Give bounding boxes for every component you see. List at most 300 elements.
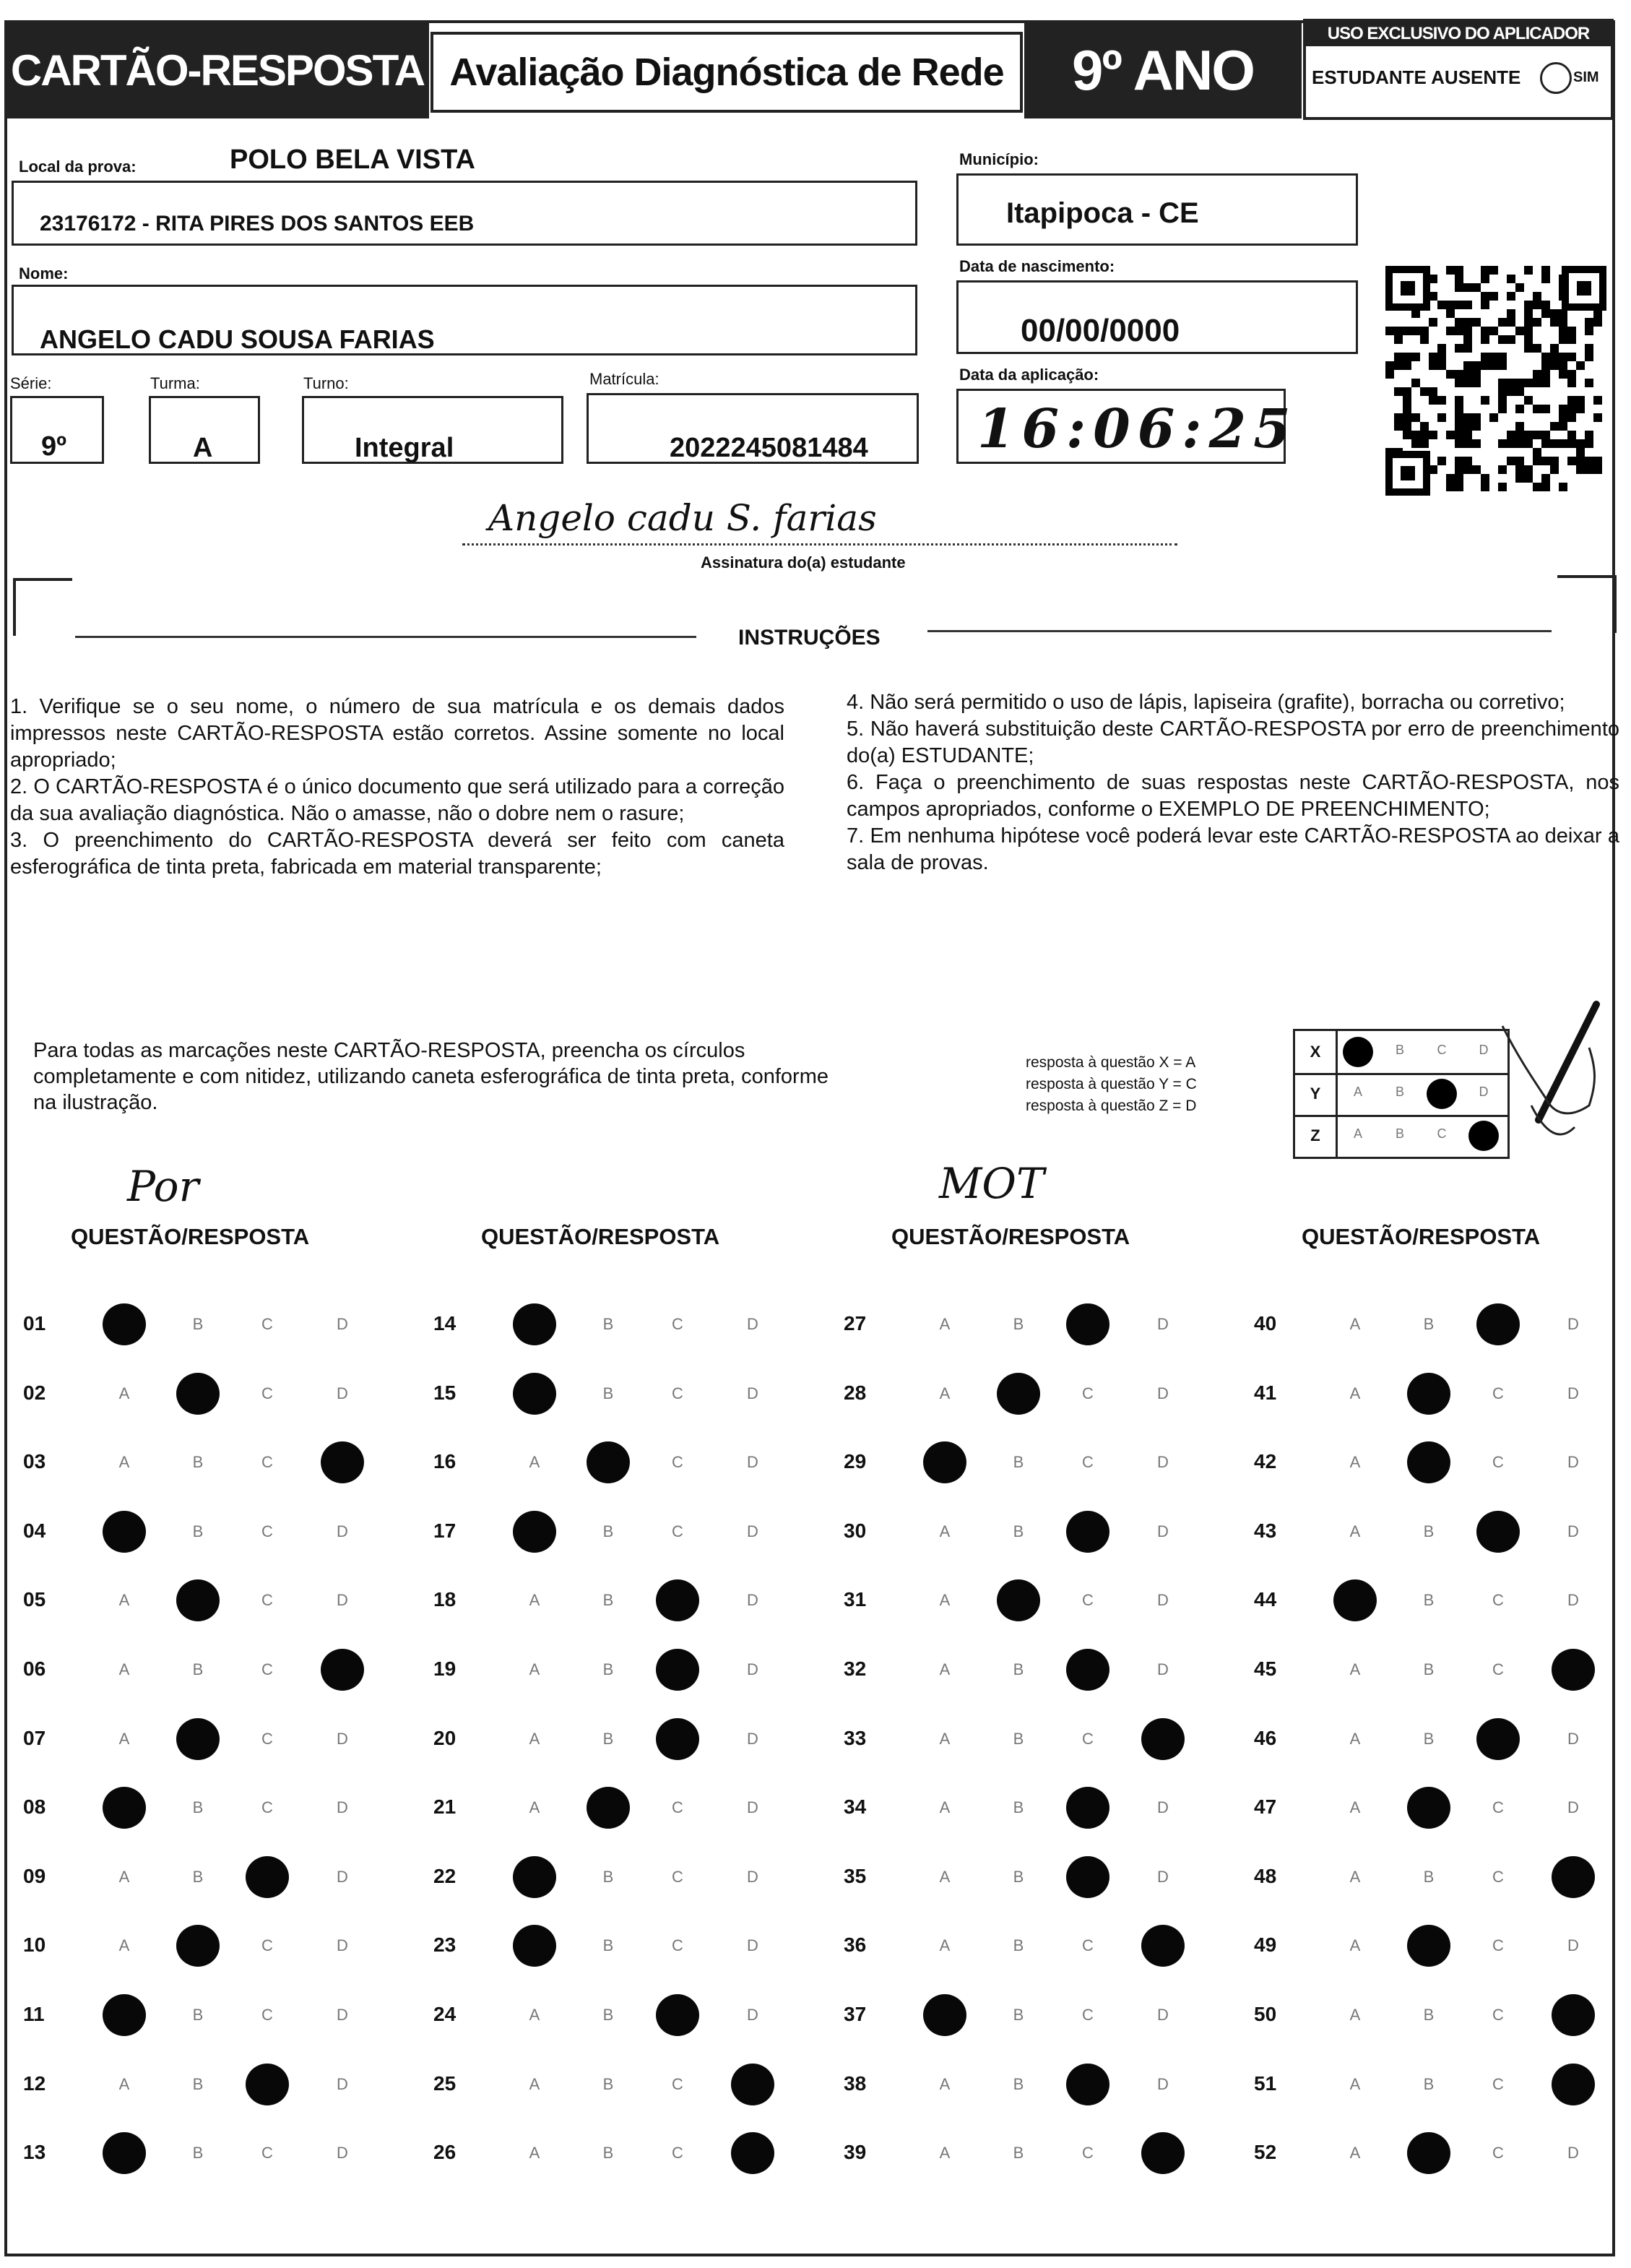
- answer-option[interactable]: C: [261, 1660, 273, 1678]
- uso-exclusivo-label: USO EXCLUSIVO DO APLICADOR: [1306, 22, 1611, 46]
- answer-bubble-filled[interactable]: [656, 1994, 699, 2036]
- answer-option[interactable]: A: [939, 1867, 951, 1886]
- example-option-letter: C: [1437, 1126, 1447, 1141]
- answer-bubble-filled[interactable]: [103, 1511, 146, 1553]
- answer-option[interactable]: C: [1082, 2006, 1094, 2024]
- answer-option[interactable]: D: [1157, 1591, 1169, 1610]
- answer-option[interactable]: B: [602, 1315, 614, 1333]
- answer-option[interactable]: B: [1013, 1936, 1024, 1955]
- answer-option[interactable]: A: [529, 2006, 540, 2024]
- answer-bubble-filled[interactable]: [176, 1373, 220, 1415]
- answer-option[interactable]: C: [261, 1936, 273, 1955]
- answer-bubble-filled[interactable]: [731, 2132, 774, 2174]
- answer-bubble-filled[interactable]: [513, 1856, 556, 1898]
- question-number: 44: [1254, 1588, 1277, 1611]
- answer-bubble-filled[interactable]: [1066, 1511, 1109, 1553]
- instr-rule-left: [75, 636, 696, 638]
- question-number: 46: [1254, 1726, 1277, 1749]
- serie-label: Série:: [10, 374, 52, 392]
- answer-option[interactable]: D: [337, 2006, 348, 2024]
- question-number: 10: [23, 1933, 46, 1957]
- answer-option[interactable]: C: [261, 1315, 273, 1333]
- sim-label: SIM: [1573, 69, 1599, 85]
- answer-option[interactable]: D: [1157, 1798, 1169, 1817]
- answer-option[interactable]: D: [747, 1798, 758, 1817]
- answer-bubble-filled[interactable]: [1141, 1925, 1185, 1967]
- aplicacao-label: Data da aplicação:: [959, 366, 1099, 384]
- question-number: 04: [23, 1519, 46, 1542]
- answer-bubble-filled[interactable]: [1476, 1303, 1520, 1345]
- answer-bubble-filled[interactable]: [731, 2064, 774, 2105]
- answer-option[interactable]: B: [1013, 1867, 1024, 1886]
- bracket-left: [13, 578, 16, 636]
- answer-option[interactable]: C: [1082, 1453, 1094, 1472]
- answer-option[interactable]: C: [672, 1315, 683, 1333]
- answer-option[interactable]: A: [118, 1729, 130, 1748]
- question-number: 18: [433, 1588, 457, 1611]
- answer-option[interactable]: D: [747, 1660, 758, 1678]
- answer-option[interactable]: B: [1423, 1591, 1435, 1610]
- answer-option[interactable]: B: [192, 2074, 204, 2093]
- example-row-label: Y: [1295, 1073, 1338, 1115]
- handwritten-note-right: MOT: [939, 1159, 1044, 1208]
- answer-bubble-filled[interactable]: [103, 1994, 146, 2036]
- answer-option[interactable]: B: [192, 1315, 204, 1333]
- answer-option[interactable]: B: [1013, 1660, 1024, 1678]
- answer-option[interactable]: D: [747, 1936, 758, 1955]
- answer-bubble-filled[interactable]: [176, 1925, 220, 1967]
- answer-bubble-filled[interactable]: [1066, 1787, 1109, 1829]
- answer-option[interactable]: D: [337, 1936, 348, 1955]
- grade-label: 9º ANO: [1024, 22, 1302, 118]
- answer-option[interactable]: C: [261, 1729, 273, 1748]
- answer-bubble-filled[interactable]: [656, 1649, 699, 1691]
- answer-option[interactable]: A: [529, 1591, 540, 1610]
- answer-option[interactable]: D: [337, 1384, 348, 1402]
- answer-option[interactable]: C: [672, 2074, 683, 2093]
- school-field: [12, 181, 917, 246]
- matricula-field: [587, 393, 919, 464]
- matricula-label: Matrícula:: [589, 370, 659, 388]
- answer-bubble-filled[interactable]: [1552, 1994, 1595, 2036]
- nascimento-value: 00/00/0000: [1021, 313, 1180, 348]
- bracket-left-top: [13, 578, 72, 581]
- answer-option[interactable]: D: [1157, 2074, 1169, 2093]
- example-option-letter: D: [1479, 1085, 1489, 1099]
- answer-option[interactable]: B: [192, 1798, 204, 1817]
- answer-bubble-filled[interactable]: [246, 1856, 289, 1898]
- answer-bubble-filled[interactable]: [1552, 1649, 1595, 1691]
- answer-option[interactable]: C: [672, 1384, 683, 1402]
- answer-option[interactable]: D: [1567, 1315, 1579, 1333]
- signature-line: [462, 543, 1177, 546]
- question-number: 36: [844, 1933, 867, 1957]
- question-number: 28: [844, 1381, 867, 1404]
- answer-option[interactable]: B: [1013, 1729, 1024, 1748]
- answer-option[interactable]: D: [1567, 1384, 1579, 1402]
- answer-option[interactable]: B: [602, 1522, 614, 1540]
- question-number: 38: [844, 2071, 867, 2095]
- question-number: 08: [23, 1795, 46, 1819]
- answer-option[interactable]: A: [118, 1660, 130, 1678]
- answer-option[interactable]: B: [602, 2144, 614, 2163]
- answer-option[interactable]: B: [1013, 2074, 1024, 2093]
- answer-bubble-filled[interactable]: [176, 1579, 220, 1621]
- answer-bubble-filled[interactable]: [1552, 2064, 1595, 2105]
- example-bubble-filled: [1343, 1037, 1373, 1067]
- answer-option[interactable]: C: [672, 1522, 683, 1540]
- answer-option[interactable]: D: [337, 1798, 348, 1817]
- answer-option[interactable]: A: [529, 1453, 540, 1472]
- answer-bubble-filled[interactable]: [587, 1441, 630, 1483]
- example-option-letter: A: [1353, 1126, 1362, 1141]
- answer-option[interactable]: B: [1423, 2006, 1435, 2024]
- example-legend: [1026, 1052, 1197, 1117]
- answer-option[interactable]: C: [672, 1453, 683, 1472]
- answer-option[interactable]: A: [529, 1660, 540, 1678]
- question-number: 21: [433, 1795, 457, 1819]
- answer-option[interactable]: A: [939, 1591, 951, 1610]
- answer-option[interactable]: D: [1157, 1867, 1169, 1886]
- question-number: 39: [844, 2141, 867, 2164]
- answer-option[interactable]: D: [1567, 1591, 1579, 1610]
- answer-option[interactable]: D: [747, 1453, 758, 1472]
- question-number: 31: [844, 1588, 867, 1611]
- answer-bubble-filled[interactable]: [1333, 1579, 1377, 1621]
- answer-option[interactable]: A: [939, 1522, 951, 1540]
- answer-option[interactable]: B: [1013, 2006, 1024, 2024]
- answer-bubble-filled[interactable]: [923, 1441, 966, 1483]
- instruction-7: 7. Em nenhuma hipótese você poderá levar este CARTÃO-RESPOSTA ao deixar a sala de provas.: [847, 824, 1619, 874]
- answer-option[interactable]: B: [602, 1867, 614, 1886]
- answer-option[interactable]: B: [192, 2144, 204, 2163]
- answer-option[interactable]: D: [337, 1315, 348, 1333]
- answer-option[interactable]: B: [192, 1660, 204, 1678]
- answer-option[interactable]: D: [337, 1591, 348, 1610]
- answer-option[interactable]: B: [602, 1384, 614, 1402]
- answer-option[interactable]: C: [1082, 1384, 1094, 1402]
- question-number: 15: [433, 1381, 457, 1404]
- answer-option[interactable]: C: [1492, 1453, 1504, 1472]
- example-row-rule: [1295, 1073, 1507, 1075]
- answer-option[interactable]: A: [939, 1384, 951, 1402]
- answer-option[interactable]: C: [261, 1798, 273, 1817]
- answer-option[interactable]: B: [1423, 2074, 1435, 2093]
- answer-option[interactable]: D: [1157, 1384, 1169, 1402]
- answer-option[interactable]: A: [1349, 1315, 1361, 1333]
- example-row-label: X: [1295, 1031, 1338, 1073]
- answer-option[interactable]: C: [672, 1867, 683, 1886]
- answer-bubble-filled[interactable]: [1407, 2132, 1450, 2174]
- answer-option[interactable]: D: [337, 1729, 348, 1748]
- school-value: 23176172 - RITA PIRES DOS SANTOS EEB: [40, 212, 475, 236]
- example-option-letter: B: [1395, 1085, 1404, 1099]
- answer-bubble-filled[interactable]: [1141, 2132, 1185, 2174]
- answer-option[interactable]: A: [118, 1384, 130, 1402]
- instruction-6: 6. Faça o preenchimento de suas respostas neste CARTÃO-RESPOSTA, nos campos apropriados, conforme o EXEMPLO DE PREENCHIMENTO;: [847, 771, 1619, 821]
- nome-label: Nome:: [19, 264, 69, 283]
- answer-option[interactable]: B: [1423, 1729, 1435, 1748]
- answer-bubble-filled[interactable]: [1476, 1511, 1520, 1553]
- answer-option[interactable]: B: [1013, 1522, 1024, 1540]
- answer-option[interactable]: D: [747, 1591, 758, 1610]
- answer-option[interactable]: C: [1492, 1936, 1504, 1955]
- answer-bubble-filled[interactable]: [656, 1718, 699, 1760]
- turma-value: A: [193, 433, 213, 463]
- local-label: Local da prova:: [19, 158, 137, 176]
- question-number: 33: [844, 1726, 867, 1749]
- answer-option[interactable]: C: [1082, 1729, 1094, 1748]
- answer-option[interactable]: B: [1423, 1315, 1435, 1333]
- example-option-letter: C: [1437, 1043, 1447, 1057]
- answer-option[interactable]: D: [1157, 1315, 1169, 1333]
- answer-option[interactable]: C: [672, 2144, 683, 2163]
- answer-option[interactable]: C: [1492, 2144, 1504, 2163]
- question-number: 11: [23, 2003, 45, 2025]
- student-signature: Angelo cadu S. farias: [488, 497, 877, 539]
- question-number: 51: [1254, 2071, 1277, 2095]
- question-number: 45: [1254, 1657, 1277, 1680]
- answer-option[interactable]: A: [118, 1591, 130, 1610]
- answer-option[interactable]: D: [1567, 1729, 1579, 1748]
- answer-option[interactable]: C: [1492, 2074, 1504, 2093]
- answer-option[interactable]: C: [672, 1936, 683, 1955]
- local-value: POLO BELA VISTA: [230, 145, 475, 175]
- answer-option[interactable]: A: [529, 2074, 540, 2093]
- answer-bubble-filled[interactable]: [513, 1925, 556, 1967]
- answer-option[interactable]: A: [118, 1867, 130, 1886]
- answer-option[interactable]: B: [192, 1867, 204, 1886]
- handwritten-note-left: Por: [127, 1162, 199, 1211]
- exam-title: Avaliação Diagnóstica de Rede: [431, 32, 1023, 113]
- answer-bubble-filled[interactable]: [246, 2064, 289, 2105]
- answer-bubble-filled[interactable]: [176, 1718, 220, 1760]
- answer-option[interactable]: B: [1423, 1867, 1435, 1886]
- answer-bubble-filled[interactable]: [1066, 1856, 1109, 1898]
- question-number: 16: [433, 1450, 457, 1473]
- question-column-header: QUESTÃO/RESPOSTA: [891, 1224, 1130, 1249]
- answer-option[interactable]: C: [261, 2006, 273, 2024]
- answer-option[interactable]: A: [118, 1936, 130, 1955]
- answer-option[interactable]: B: [1423, 1660, 1435, 1678]
- answer-bubble-filled[interactable]: [1407, 1373, 1450, 1415]
- question-number: 32: [844, 1657, 867, 1680]
- answer-bubble-filled[interactable]: [1066, 2064, 1109, 2105]
- answer-option[interactable]: A: [939, 2074, 951, 2093]
- answer-option[interactable]: A: [1349, 1522, 1361, 1540]
- question-number: 26: [433, 2141, 457, 2164]
- answer-option[interactable]: C: [261, 1453, 273, 1472]
- nascimento-field: [956, 280, 1358, 354]
- answer-option[interactable]: D: [1157, 1660, 1169, 1678]
- answer-option[interactable]: B: [602, 1936, 614, 1955]
- answer-option[interactable]: C: [1492, 1867, 1504, 1886]
- turno-value: Integral: [355, 433, 454, 463]
- answer-option[interactable]: D: [337, 1867, 348, 1886]
- aplicacao-field[interactable]: [956, 389, 1298, 464]
- answer-bubble-filled[interactable]: [321, 1649, 364, 1691]
- bracket-right-top: [1557, 575, 1617, 578]
- answer-option[interactable]: A: [1349, 1936, 1361, 1955]
- answer-option[interactable]: D: [747, 1315, 758, 1333]
- answer-option[interactable]: A: [939, 1798, 951, 1817]
- answer-option[interactable]: D: [747, 2006, 758, 2024]
- answer-option[interactable]: B: [1423, 1522, 1435, 1540]
- answer-option[interactable]: A: [1349, 2144, 1361, 2163]
- instruction-3: 3. O preenchimento do CARTÃO-RESPOSTA deverá ser feito com caneta esferográfica de tinta preta, fabricada em material transparente;: [10, 829, 784, 879]
- answer-option[interactable]: B: [1013, 1315, 1024, 1333]
- example-option-letter: A: [1353, 1085, 1362, 1099]
- answer-option[interactable]: D: [337, 2074, 348, 2093]
- answer-bubble-filled[interactable]: [513, 1373, 556, 1415]
- question-number: 43: [1254, 1519, 1277, 1542]
- example-line-x: resposta à questão X = A: [1026, 1054, 1196, 1071]
- answer-option[interactable]: D: [1567, 2144, 1579, 2163]
- answer-bubble-filled[interactable]: [1407, 1441, 1450, 1483]
- question-number: 29: [844, 1450, 867, 1473]
- example-line-z: resposta à questão Z = D: [1026, 1098, 1197, 1114]
- example-option-letter: D: [1479, 1043, 1489, 1057]
- answer-bubble-filled[interactable]: [997, 1579, 1040, 1621]
- answer-option[interactable]: C: [1082, 2144, 1094, 2163]
- answer-bubble-filled[interactable]: [513, 1511, 556, 1553]
- answer-option[interactable]: C: [672, 1798, 683, 1817]
- answer-option[interactable]: A: [939, 2144, 951, 2163]
- matricula-value: 2022245081484: [670, 433, 868, 463]
- answer-option[interactable]: C: [261, 1384, 273, 1402]
- answer-option[interactable]: A: [1349, 1729, 1361, 1748]
- answer-option[interactable]: A: [939, 1729, 951, 1748]
- answer-option[interactable]: D: [747, 1729, 758, 1748]
- answer-option[interactable]: B: [192, 2006, 204, 2024]
- answer-option[interactable]: D: [747, 1384, 758, 1402]
- answer-option[interactable]: A: [1349, 1867, 1361, 1886]
- serie-value: 9º: [41, 431, 67, 462]
- answer-bubble-filled[interactable]: [1066, 1649, 1109, 1691]
- question-number: 50: [1254, 2003, 1277, 2025]
- instruction-1: 1. Verifique se o seu nome, o número de sua matrícula e os demais dados impressos neste CARTÃO-RESPOSTA estão corretos. Assine somente no local apropriado;: [10, 695, 784, 772]
- answer-option[interactable]: C: [1492, 1591, 1504, 1610]
- answer-option[interactable]: B: [602, 1660, 614, 1678]
- answer-option[interactable]: A: [529, 1798, 540, 1817]
- question-number: 14: [433, 1312, 457, 1335]
- question-number: 49: [1254, 1933, 1277, 1957]
- answer-option[interactable]: C: [261, 1522, 273, 1540]
- answer-option[interactable]: B: [602, 2074, 614, 2093]
- turno-field: [302, 396, 563, 464]
- answer-bubble-filled[interactable]: [1066, 1303, 1109, 1345]
- answer-option[interactable]: A: [939, 1315, 951, 1333]
- question-number: 27: [844, 1312, 867, 1335]
- question-number: 01: [23, 1312, 46, 1335]
- answer-bubble-filled[interactable]: [1141, 1718, 1185, 1760]
- instructions-right: [847, 689, 1619, 876]
- absent-bubble[interactable]: [1540, 62, 1572, 94]
- answer-option[interactable]: D: [337, 2144, 348, 2163]
- aplicacao-value: 16:06:25: [977, 398, 1298, 460]
- answer-option[interactable]: D: [747, 1522, 758, 1540]
- answer-bubble-filled[interactable]: [923, 1994, 966, 2036]
- answer-option[interactable]: C: [1492, 1798, 1504, 1817]
- answer-option[interactable]: D: [1567, 1453, 1579, 1472]
- question-number: 17: [433, 1519, 457, 1542]
- answer-option[interactable]: D: [747, 1867, 758, 1886]
- answer-option[interactable]: D: [1567, 1936, 1579, 1955]
- answer-option[interactable]: A: [529, 1729, 540, 1748]
- answer-option[interactable]: D: [1567, 1522, 1579, 1540]
- answer-bubble-filled[interactable]: [103, 1303, 146, 1345]
- answer-option[interactable]: C: [1492, 1384, 1504, 1402]
- answer-option[interactable]: B: [1013, 1453, 1024, 1472]
- answer-option[interactable]: D: [1157, 2006, 1169, 2024]
- answer-option[interactable]: C: [1492, 2006, 1504, 2024]
- answer-bubble-filled[interactable]: [1552, 1856, 1595, 1898]
- answer-bubble-filled[interactable]: [656, 1579, 699, 1621]
- answer-option[interactable]: A: [1349, 1453, 1361, 1472]
- answer-option[interactable]: D: [1157, 1453, 1169, 1472]
- answer-bubble-filled[interactable]: [1476, 1718, 1520, 1760]
- question-number: 41: [1254, 1381, 1277, 1404]
- example-row-label: Z: [1295, 1115, 1338, 1157]
- absent-box: [1303, 19, 1614, 120]
- answer-bubble-filled[interactable]: [513, 1303, 556, 1345]
- answer-option[interactable]: C: [261, 2144, 273, 2163]
- question-number: 07: [23, 1726, 46, 1749]
- question-number: 35: [844, 1864, 867, 1887]
- answer-option[interactable]: C: [261, 1591, 273, 1610]
- answer-option[interactable]: A: [939, 1660, 951, 1678]
- answer-option[interactable]: B: [1013, 2144, 1024, 2163]
- answer-option[interactable]: C: [1082, 1591, 1094, 1610]
- answer-option[interactable]: B: [192, 1522, 204, 1540]
- question-number: 05: [23, 1588, 46, 1611]
- answer-bubble-filled[interactable]: [587, 1787, 630, 1829]
- answer-option[interactable]: A: [118, 1453, 130, 1472]
- answer-option[interactable]: B: [602, 2006, 614, 2024]
- answer-bubble-filled[interactable]: [321, 1441, 364, 1483]
- signature-label: Assinatura do(a) estudante: [701, 553, 906, 572]
- answer-option[interactable]: A: [939, 1936, 951, 1955]
- answer-option[interactable]: A: [118, 2074, 130, 2093]
- answer-option[interactable]: B: [192, 1453, 204, 1472]
- answer-bubble-filled[interactable]: [997, 1373, 1040, 1415]
- question-number: 52: [1254, 2141, 1277, 2164]
- answer-option[interactable]: B: [602, 1591, 614, 1610]
- answer-option[interactable]: A: [1349, 2006, 1361, 2024]
- answer-option[interactable]: A: [1349, 1798, 1361, 1817]
- question-number: 20: [433, 1726, 457, 1749]
- question-number: 42: [1254, 1450, 1277, 1473]
- answer-option[interactable]: B: [1013, 1798, 1024, 1817]
- answer-bubble-filled[interactable]: [1407, 1787, 1450, 1829]
- qr-code: [1385, 266, 1606, 496]
- answer-option[interactable]: D: [1567, 1798, 1579, 1817]
- answer-option[interactable]: A: [1349, 1660, 1361, 1678]
- answer-option[interactable]: C: [1082, 1936, 1094, 1955]
- answer-option[interactable]: C: [1492, 1660, 1504, 1678]
- example-line-y: resposta à questão Y = C: [1026, 1076, 1197, 1092]
- answer-bubble-filled[interactable]: [103, 1787, 146, 1829]
- answer-option[interactable]: D: [337, 1522, 348, 1540]
- answer-bubble-filled[interactable]: [1407, 1925, 1450, 1967]
- answer-option[interactable]: A: [1349, 2074, 1361, 2093]
- answer-bubble-filled[interactable]: [103, 2132, 146, 2174]
- answer-option[interactable]: D: [1157, 1522, 1169, 1540]
- answer-option[interactable]: A: [529, 2144, 540, 2163]
- question-number: 19: [433, 1657, 457, 1680]
- answer-option[interactable]: B: [602, 1729, 614, 1748]
- answer-option[interactable]: A: [1349, 1384, 1361, 1402]
